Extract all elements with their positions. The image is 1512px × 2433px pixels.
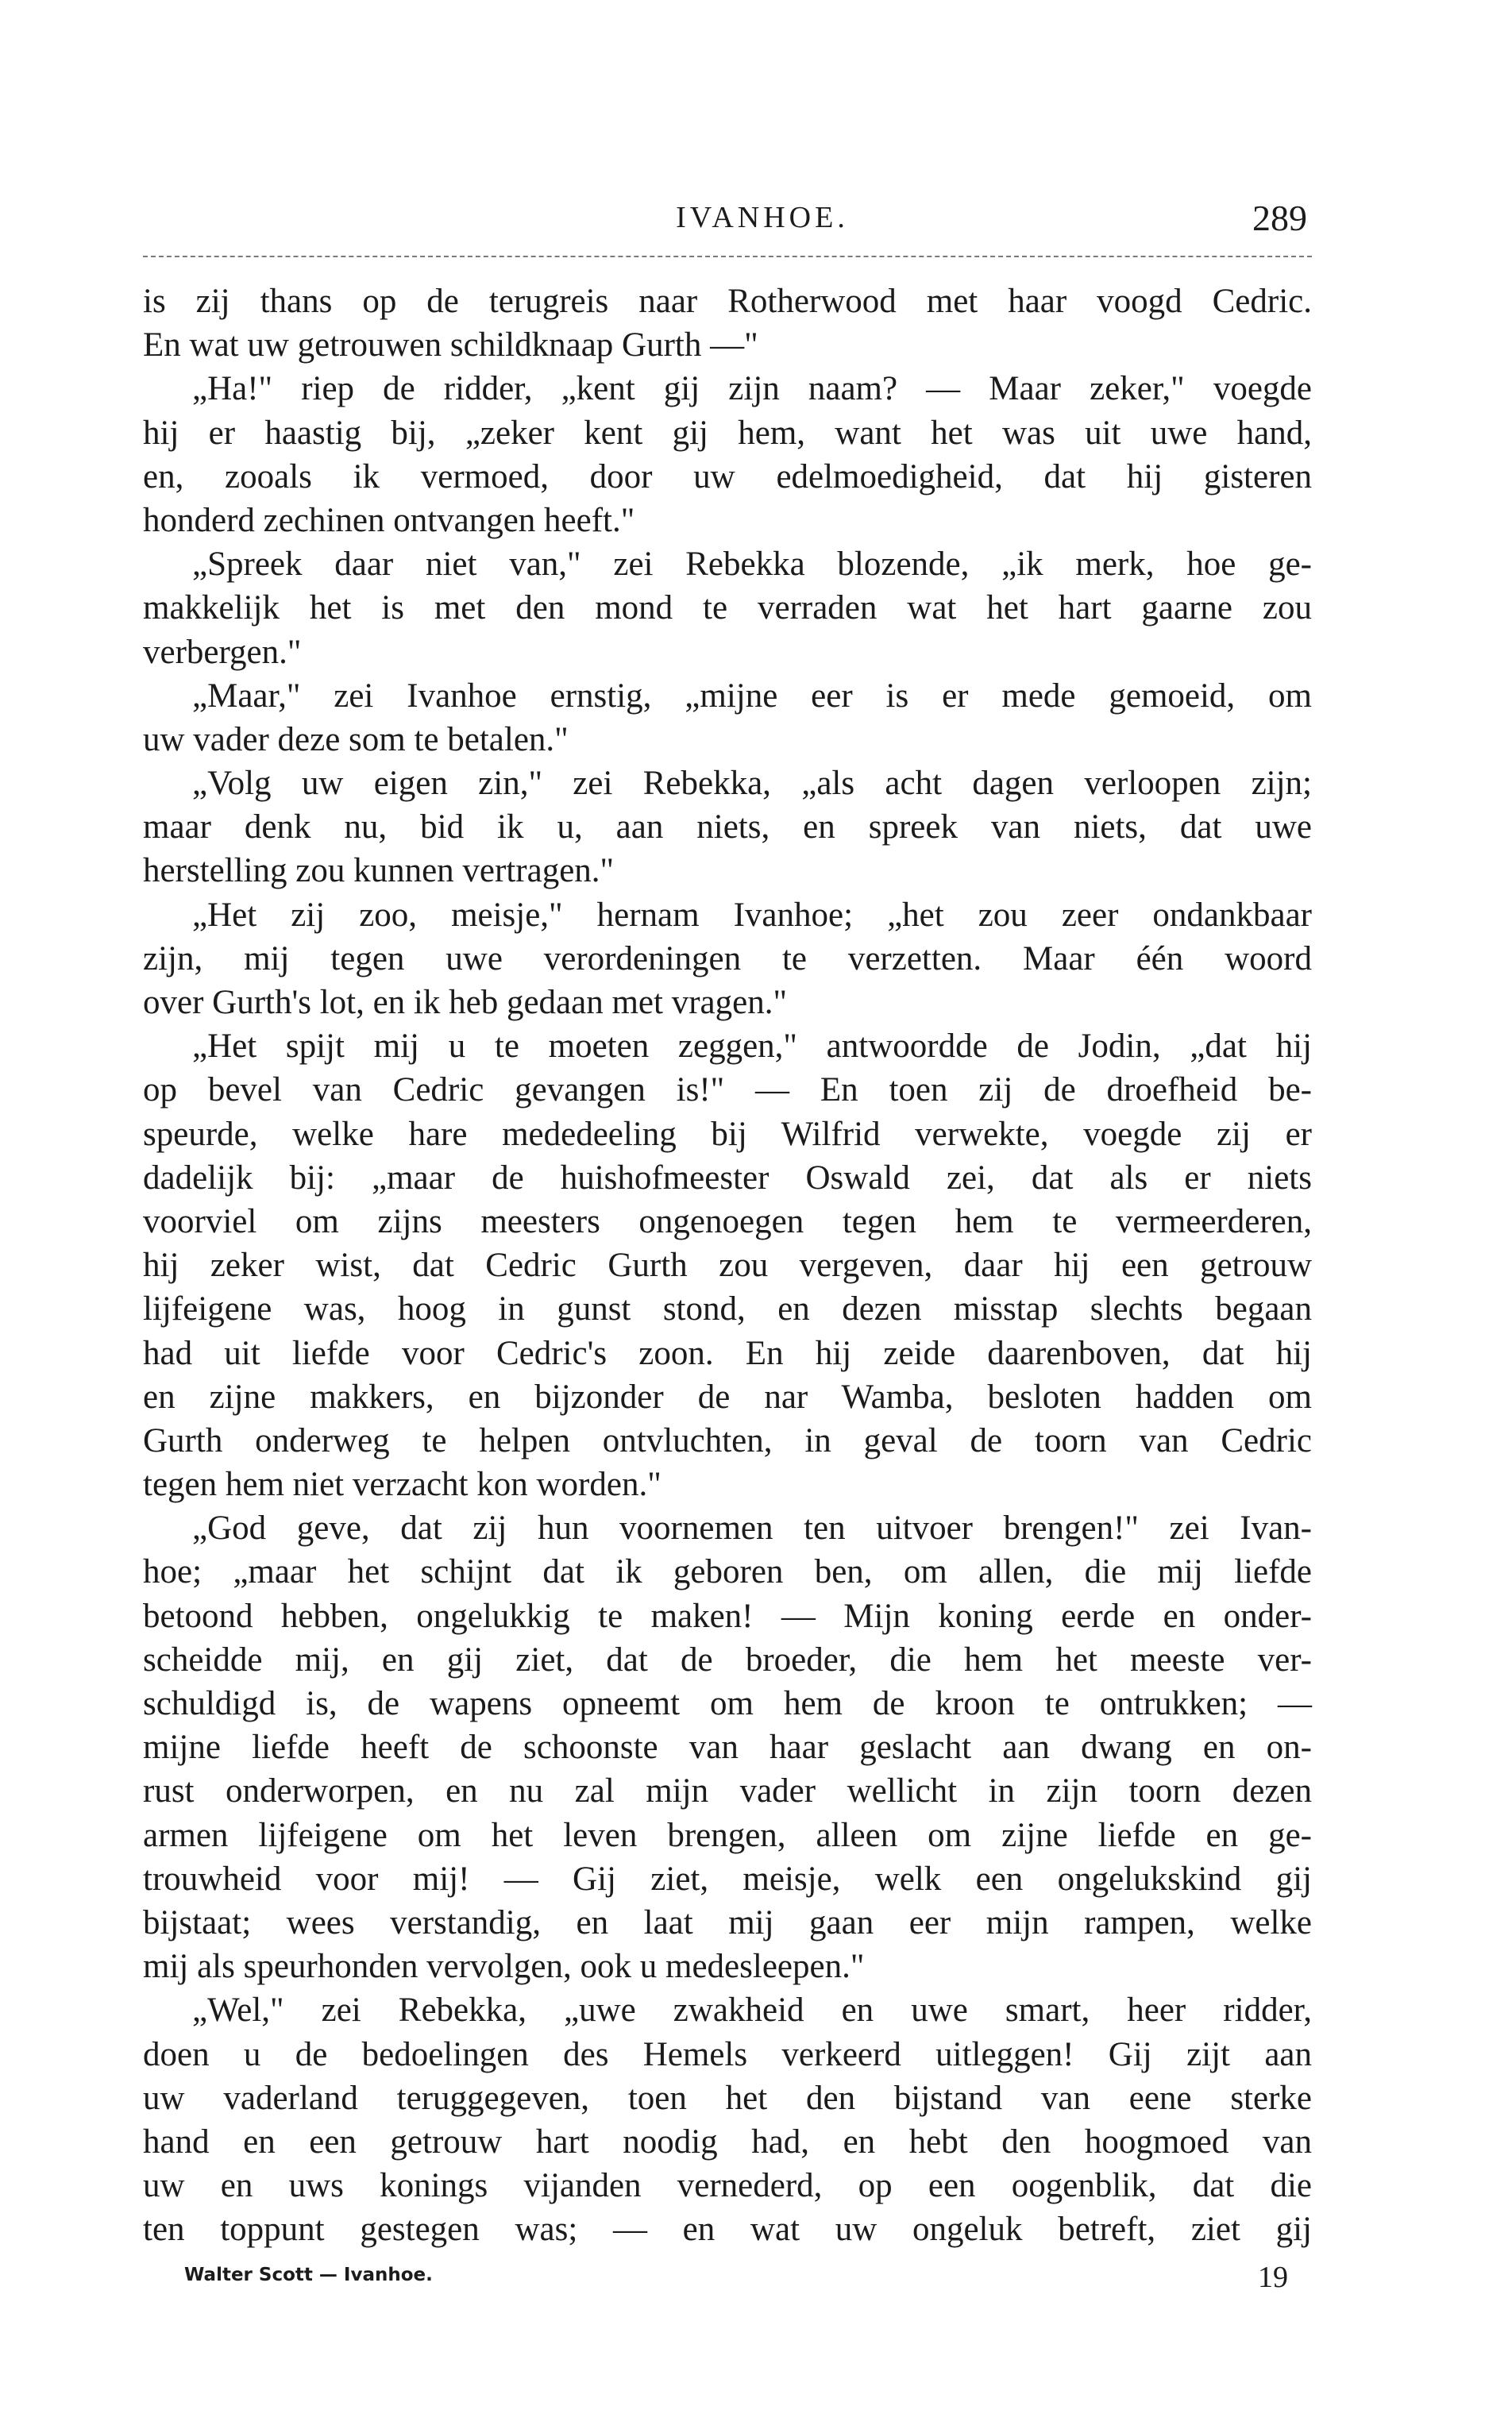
text-line: hand en een getrouw hart noodig had, en hebt den hoogmoed van [143, 2123, 1312, 2161]
text-line: herstelling zou kunnen vertragen." [143, 852, 615, 890]
text-line: hij zeker wist, dat Cedric Gurth zou vergeven, daar hij een getrouw [143, 1247, 1312, 1285]
running-title: IVANHOE. [676, 201, 849, 234]
page-number: 289 [1252, 198, 1307, 238]
text-line: uw en uws konings vijanden vernederd, op een oogenblik, dat die [143, 2167, 1312, 2205]
text-line: mij als speurhonden vervolgen, ook u medesleepen." [143, 1948, 865, 1986]
text-line: over Gurth's lot, en ik heb gedaan met vragen." [143, 984, 787, 1021]
text-line: bijstaat; wees verstandig, en laat mij gaan eer mijn rampen, welke [143, 1903, 1312, 1941]
text-line: „God geve, dat zij hun voornemen ten uitvoer brengen!" zei Ivan- [192, 1510, 1312, 1548]
text-line: honderd zechinen ontvangen heeft." [143, 501, 635, 539]
text-line: „Spreek daar niet van," zei Rebekka blozende, „ik merk, hoe ge- [192, 546, 1312, 584]
text-line: „Volg uw eigen zin," zei Rebekka, „als acht dagen verloopen zijn; [192, 765, 1312, 803]
page-header [143, 197, 1312, 245]
text-line: en, zooals ik vermoed, door uw edelmoedigheid, dat hij gisteren [143, 457, 1312, 495]
text-line: verbergen." [143, 633, 302, 671]
text-line: ten toppunt gestegen was; — en wat uw ongeluk betreft, ziet gij [143, 2211, 1312, 2249]
text-line: zijn, mij tegen uwe verordeningen te verzetten. Maar één woord [143, 939, 1312, 977]
text-line: voorviel om zijns meesters ongenoegen tegen hem te vermeerderen, [143, 1202, 1312, 1240]
signature-number: 19 [1258, 2261, 1288, 2294]
text-line: „Wel," zei Rebekka, „uwe zwakheid en uwe smart, heer ridder, [192, 1992, 1312, 2030]
text-line: tegen hem niet verzacht kon worden." [143, 1466, 662, 1504]
text-line: hoe; „maar het schijnt dat ik geboren ben, om allen, die mij liefde [143, 1553, 1312, 1591]
text-line: en zijne makkers, en bijzonder de nar Wamba, besloten hadden om [143, 1378, 1312, 1416]
text-line: „Het zij zoo, meisje," hernam Ivanhoe; „het zou zeer ondankbaar [192, 896, 1312, 934]
text-line: uw vader deze som te betalen." [143, 720, 569, 758]
text-line: Gurth onderweg te helpen ontvluchten, in geval de toorn van Cedric [143, 1421, 1312, 1459]
text-line: op bevel van Cedric gevangen is!" — En toen zij de droefheid be- [143, 1071, 1312, 1109]
text-line: speurde, welke hare mededeeling bij Wilfrid verwekte, voegde zij er [143, 1115, 1312, 1153]
text-line: trouwheid voor mij! — Gij ziet, meisje, welk een ongelukskind gij [143, 1860, 1312, 1898]
page-footer [143, 2261, 1312, 2296]
text-line: is zij thans op de terugreis naar Rotherwood met haar voogd Cedric. [143, 283, 1312, 320]
text-line: lijfeigene was, hoog in gunst stond, en dezen misstap slechts begaan [143, 1290, 1312, 1328]
text-line: En wat uw getrouwen schildknaap Gurth —" [143, 326, 758, 364]
text-line: doen u de bedoelingen des Hemels verkeerd uitleggen! Gij zijt aan [143, 2035, 1312, 2073]
header-rule [143, 256, 1312, 257]
text-line: „Ha!" riep de ridder, „kent gij zijn naam? — Maar zeker," voegde [192, 370, 1312, 408]
text-line: maar denk nu, bid ik u, aan niets, en spreek van niets, dat uwe [143, 808, 1312, 846]
text-line: scheidde mij, en gij ziet, dat de broeder, die hem het meeste ver- [143, 1641, 1312, 1679]
printer-signature: Walter Scott — Ivanhoe. [184, 2265, 433, 2285]
text-line: „Maar," zei Ivanhoe ernstig, „mijne eer is er mede gemoeid, om [192, 677, 1312, 715]
text-line: dadelijk bij: „maar de huishofmeester Oswald zei, dat als er niets [143, 1159, 1312, 1197]
text-line: betoond hebben, ongelukkig te maken! — Mijn koning eerde en onder- [143, 1597, 1312, 1635]
text-line: schuldigd is, de wapens opneemt om hem de kroon te ontrukken; — [143, 1685, 1312, 1722]
text-line: mijne liefde heeft de schoonste van haar geslacht aan dwang en on- [143, 1729, 1312, 1767]
text-line: rust onderworpen, en nu zal mijn vader wellicht in zijn toorn dezen [143, 1772, 1312, 1810]
text-line: uw vaderland teruggegeven, toen het den bijstand van eene sterke [143, 2079, 1312, 2117]
body-text [143, 280, 1312, 2251]
text-line: armen lijfeigene om het leven brengen, alleen om zijne liefde en ge- [143, 1816, 1312, 1854]
text-line: hij er haastig bij, „zeker kent gij hem, want het was uit uwe hand, [143, 414, 1312, 452]
text-line: makkelijk het is met den mond te verraden wat het hart gaarne zou [143, 589, 1312, 627]
text-line: „Het spijt mij u te moeten zeggen," antwoordde de Jodin, „dat hij [192, 1028, 1312, 1066]
text-line: had uit liefde voor Cedric's zoon. En hij zeide daarenboven, dat hij [143, 1334, 1312, 1372]
